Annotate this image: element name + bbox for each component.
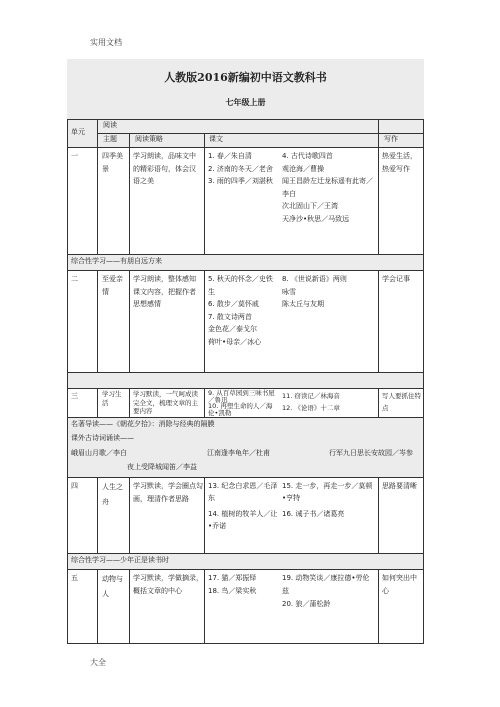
document-subtitle: 七年级上册: [225, 97, 266, 107]
table-rule: [129, 569, 130, 643]
text-entry: 3. 雨的四季／刘湛秋: [208, 177, 273, 185]
comprehensive-learning: 综合性学习——有朋自远方来: [71, 257, 162, 265]
unit-writing: 思路要清晰: [382, 482, 417, 490]
text-entry: 金色花／泰戈尔: [208, 325, 257, 333]
table-rule: [67, 119, 68, 644]
unit-texts-right: [282, 150, 376, 225]
column-header-theme: 主题: [103, 135, 117, 143]
unit-number: 一: [71, 152, 78, 160]
text-entry: 19. 动物笑谈／康拉德•劳伦兹: [282, 574, 370, 595]
text-entry: 17. 猫／郑振铎: [208, 574, 257, 582]
table-rule: [67, 270, 424, 271]
table-rule: [97, 119, 98, 254]
unit-number: 二: [71, 275, 78, 283]
table-rule: [378, 569, 379, 643]
text-entry: 6. 散步／莫怀戚: [208, 300, 259, 308]
table-rule: [97, 477, 98, 553]
text-entry: 7. 散文诗两首: [208, 312, 252, 321]
unit-texts-left: [208, 480, 278, 532]
table-rule: [129, 133, 130, 254]
table-rule: [204, 388, 205, 417]
unit-writing: 写人要抓住特点: [382, 392, 421, 412]
text-entry: 观沧海／曹操: [282, 164, 324, 173]
table-rule: [129, 270, 130, 372]
poem: 峨眉山月歌／李白: [71, 449, 127, 457]
table-rule: [67, 372, 424, 373]
text-entry: 9. 从百草园到三味书屋／鲁迅: [208, 389, 275, 404]
unit-theme: 至爱亲情: [102, 275, 123, 296]
unit-theme: 动物与人: [102, 575, 123, 598]
unit-strategy: 学习默读，一气呵成读完全文，梳理文章的主要内容: [133, 390, 198, 415]
unit-texts-left: [208, 572, 278, 598]
unit-theme: 四季美景: [102, 152, 123, 173]
unit-texts-left: [208, 390, 278, 416]
column-header-writing: 写作: [384, 135, 398, 143]
table-rule: [378, 270, 379, 372]
table-rule: [67, 643, 424, 644]
table-rule: [378, 119, 379, 254]
column-header-strategy: 阅读策略: [135, 135, 163, 143]
text-entry: 闻王昌龄左迁龙标遥有此寄／李白: [282, 177, 373, 198]
unit-texts-left: [208, 273, 278, 348]
unit-theme: 人生之舟: [102, 483, 123, 506]
table-rule: [67, 147, 424, 148]
table-rule: [97, 388, 98, 417]
text-entry: 天净沙•秋思／马致远: [282, 214, 350, 223]
text-entry: 陈太丘与友期: [282, 300, 324, 308]
classics-reading-guide: 名著导读——《朝花夕拾》：消除与经典的隔膜: [71, 420, 215, 428]
text-entry: 12. 《论语》十二章: [282, 404, 340, 412]
table-rule: [97, 569, 98, 643]
text-entry: 4. 古代诗歌四首: [282, 152, 333, 160]
curriculum-table: [67, 119, 424, 644]
unit-strategy: 学习朗读，品味文中的精彩语句，体会汉语之美: [133, 152, 196, 185]
text-entry: 次北固山下／王湾: [282, 202, 338, 210]
text-entry: 8. 《世说新语》两则: [282, 275, 347, 283]
text-entry: 18. 鸟／梁实秋: [208, 587, 257, 595]
unit-texts-right: [282, 572, 376, 611]
poem: 江南逢李龟年／杜甫: [207, 449, 270, 457]
table-rule: [67, 119, 424, 120]
unit-writing: 学会记事: [382, 275, 410, 283]
page-footer: 大全: [90, 658, 106, 667]
text-entry: 14. 植树的牧羊人／让•乔诺: [208, 510, 278, 530]
title-block: [67, 59, 424, 119]
text-entry: 荷叶•母亲／冰心: [208, 337, 262, 346]
table-rule: [204, 270, 205, 372]
text-entry: 1. 春／朱自清: [208, 152, 252, 160]
unit-texts-right: [282, 390, 376, 414]
page-header: 实用文档: [90, 38, 122, 47]
unit-writing: 热爱生活，热爱写作: [382, 152, 417, 173]
column-header-reading: 阅读: [103, 121, 117, 129]
table-rule: [378, 388, 379, 417]
table-rule: [204, 477, 205, 553]
table-rule: [129, 388, 130, 417]
text-entry: 11. 窃读记／林海音: [282, 392, 340, 400]
text-entry: 13. 纪念白求恩／毛泽东: [208, 482, 278, 502]
table-rule: [423, 119, 424, 644]
document-title: 人教版2016新编初中语文教科书: [164, 71, 327, 84]
unit-strategy: 学习朗读，整体感知课文内容，把握作者思想感情: [133, 275, 196, 308]
unit-number: 四: [71, 482, 78, 490]
unit-number: 三: [71, 392, 78, 400]
unit-strategy: 学习默读，学做摘录，概括文章的中心: [133, 574, 203, 595]
column-header-unit: 单元: [71, 128, 85, 136]
comprehensive-learning: 综合性学习——少年正是读书时: [71, 556, 169, 564]
table-rule: [67, 569, 424, 570]
unit-number: 五: [71, 574, 78, 582]
text-entry: 咏雪: [282, 287, 296, 296]
table-rule: [204, 569, 205, 643]
text-entry: 5. 秋天的怀念／史铁生: [208, 275, 273, 296]
table-rule: [204, 133, 205, 254]
table-rule: [129, 477, 130, 553]
row-background: [67, 372, 424, 388]
unit-writing: 如何突出中心: [382, 574, 417, 595]
extra-poetry-heading: 课外古诗词诵读——: [71, 434, 134, 442]
text-entry: 16. 诫子书／诸葛亮: [282, 510, 345, 518]
text-entry: 15. 走一步，再走一步／莫顿•亨特: [282, 482, 373, 502]
unit-theme: 学习生活: [102, 390, 122, 407]
unit-strategy: 学习默读，学会圈点勾画，理清作者思路: [133, 482, 203, 503]
table-rule: [97, 270, 98, 372]
text-entry: 20. 狼／蒲松龄: [282, 600, 331, 608]
text-entry: 10. 再塑生命的人／海伦•凯勒: [208, 402, 273, 417]
poem: 夜上受降城闻笛／李益: [127, 463, 197, 471]
poem: 行军九日思长安故园／岑参: [329, 449, 413, 457]
table-rule: [67, 477, 424, 478]
text-entry: 2. 济南的冬天／老舍: [208, 164, 273, 173]
unit-texts-left: [208, 150, 278, 188]
unit-texts-right: [282, 480, 376, 520]
table-rule: [378, 477, 379, 553]
column-header-texts: 课文: [209, 135, 223, 143]
unit-texts-right: [282, 273, 376, 311]
